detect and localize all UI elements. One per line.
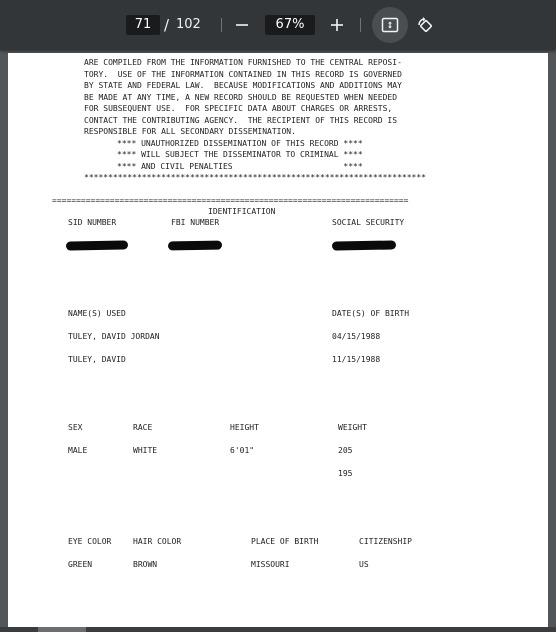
weight-value: 195 — [338, 469, 353, 478]
star-divider: *********************************************************************** — [84, 173, 426, 182]
names-header: NAME(S) USED — [68, 309, 126, 318]
disclaimer-line: BY STATE AND FEDERAL LAW. BECAUSE MODIFICATIONS AND ADDITIONS MAY — [84, 81, 402, 90]
disclaimer-line: CONTACT THE CONTRIBUTING AGENCY. THE RECIPIENT OF THIS RECORD IS — [84, 115, 398, 125]
total-pages: 102 — [176, 17, 201, 32]
birthplace-value: MISSOURI — [251, 560, 290, 569]
rotate-button[interactable] — [412, 12, 438, 38]
warning-line: **** UNAUTHORIZED DISSEMINATION OF THIS RECORD **** — [117, 138, 363, 148]
hair-color-header: HAIR COLOR — [133, 537, 182, 546]
rotate-icon — [416, 16, 434, 34]
citizenship-value: US — [359, 560, 369, 569]
horizontal-scrollbar[interactable] — [0, 627, 556, 632]
minus-icon — [235, 18, 249, 32]
weight-header: WEIGHT — [338, 423, 367, 432]
warning-line: **** WILL SUBJECT THE DISSEMINATOR TO CRIMINAL **** — [117, 150, 363, 159]
fit-to-page-icon — [381, 16, 399, 34]
scrollbar-thumb[interactable] — [38, 627, 86, 632]
plus-icon — [330, 18, 344, 32]
weight-value: 205 — [338, 446, 353, 455]
citizenship-header: CITIZENSHIP — [359, 537, 412, 546]
zoom-out-button[interactable] — [229, 12, 255, 38]
section-title: IDENTIFICATION — [208, 207, 276, 216]
birthplace-header: PLACE OF BIRTH — [251, 537, 319, 546]
sex-header: SEX — [68, 423, 83, 432]
hair-color-value: BROWN — [133, 560, 158, 569]
warning-line: **** AND CIVIL PENALTIES **** — [117, 161, 363, 171]
page-number-input[interactable] — [126, 15, 160, 35]
dob-value: 11/15/1988 — [332, 355, 381, 364]
height-header: HEIGHT — [230, 423, 259, 432]
eye-color-header: EYE COLOR — [68, 537, 112, 546]
eye-color-value: GREEN — [68, 560, 93, 569]
race-value: WHITE — [133, 446, 158, 455]
page-separator: / — [164, 16, 170, 34]
zoom-level-input[interactable] — [265, 15, 315, 35]
document-page — [8, 53, 548, 628]
disclaimer-line: RESPONSIBLE FOR ALL SECONDARY DISSEMINATION. — [84, 127, 296, 136]
fit-to-page-button[interactable] — [372, 7, 408, 43]
toolbar-divider — [221, 18, 222, 32]
race-header: RACE — [133, 423, 153, 432]
redaction-mark — [332, 240, 396, 250]
zoom-in-button[interactable] — [324, 12, 350, 38]
ssn-header: SOCIAL SECURITY — [332, 218, 405, 227]
toolbar-divider — [360, 18, 361, 32]
height-value: 6'01" — [230, 446, 255, 455]
disclaimer-line: FOR SUBSEQUENT USE. FOR SPECIFIC DATA ABOUT CHARGES OR ARRESTS, — [84, 104, 393, 113]
dob-value: 04/15/1988 — [332, 332, 381, 341]
disclaimer-line: BE MADE AT ANY TIME, A NEW RECORD SHOULD BE REQUESTED WHEN NEEDED — [84, 92, 398, 102]
sid-header: SID NUMBER — [68, 218, 117, 227]
redaction-mark — [168, 241, 222, 251]
dob-header: DATE(S) OF BIRTH — [332, 309, 410, 318]
fbi-header: FBI NUMBER — [171, 218, 220, 227]
name-value: TULEY, DAVID JORDAN — [68, 332, 160, 341]
pdf-toolbar — [0, 0, 556, 50]
sex-value: MALE — [68, 446, 88, 455]
name-value: TULEY, DAVID — [68, 355, 126, 364]
rule-divider: ========================================================================== — [52, 196, 409, 205]
disclaimer-line: TORY. USE OF THE INFORMATION CONTAINED IN THIS RECORD IS GOVERNED — [84, 69, 402, 79]
disclaimer-line: ARE COMPILED FROM THE INFORMATION FURNISHED TO THE CENTRAL REPOSI- — [84, 58, 402, 67]
redaction-mark — [66, 240, 128, 250]
